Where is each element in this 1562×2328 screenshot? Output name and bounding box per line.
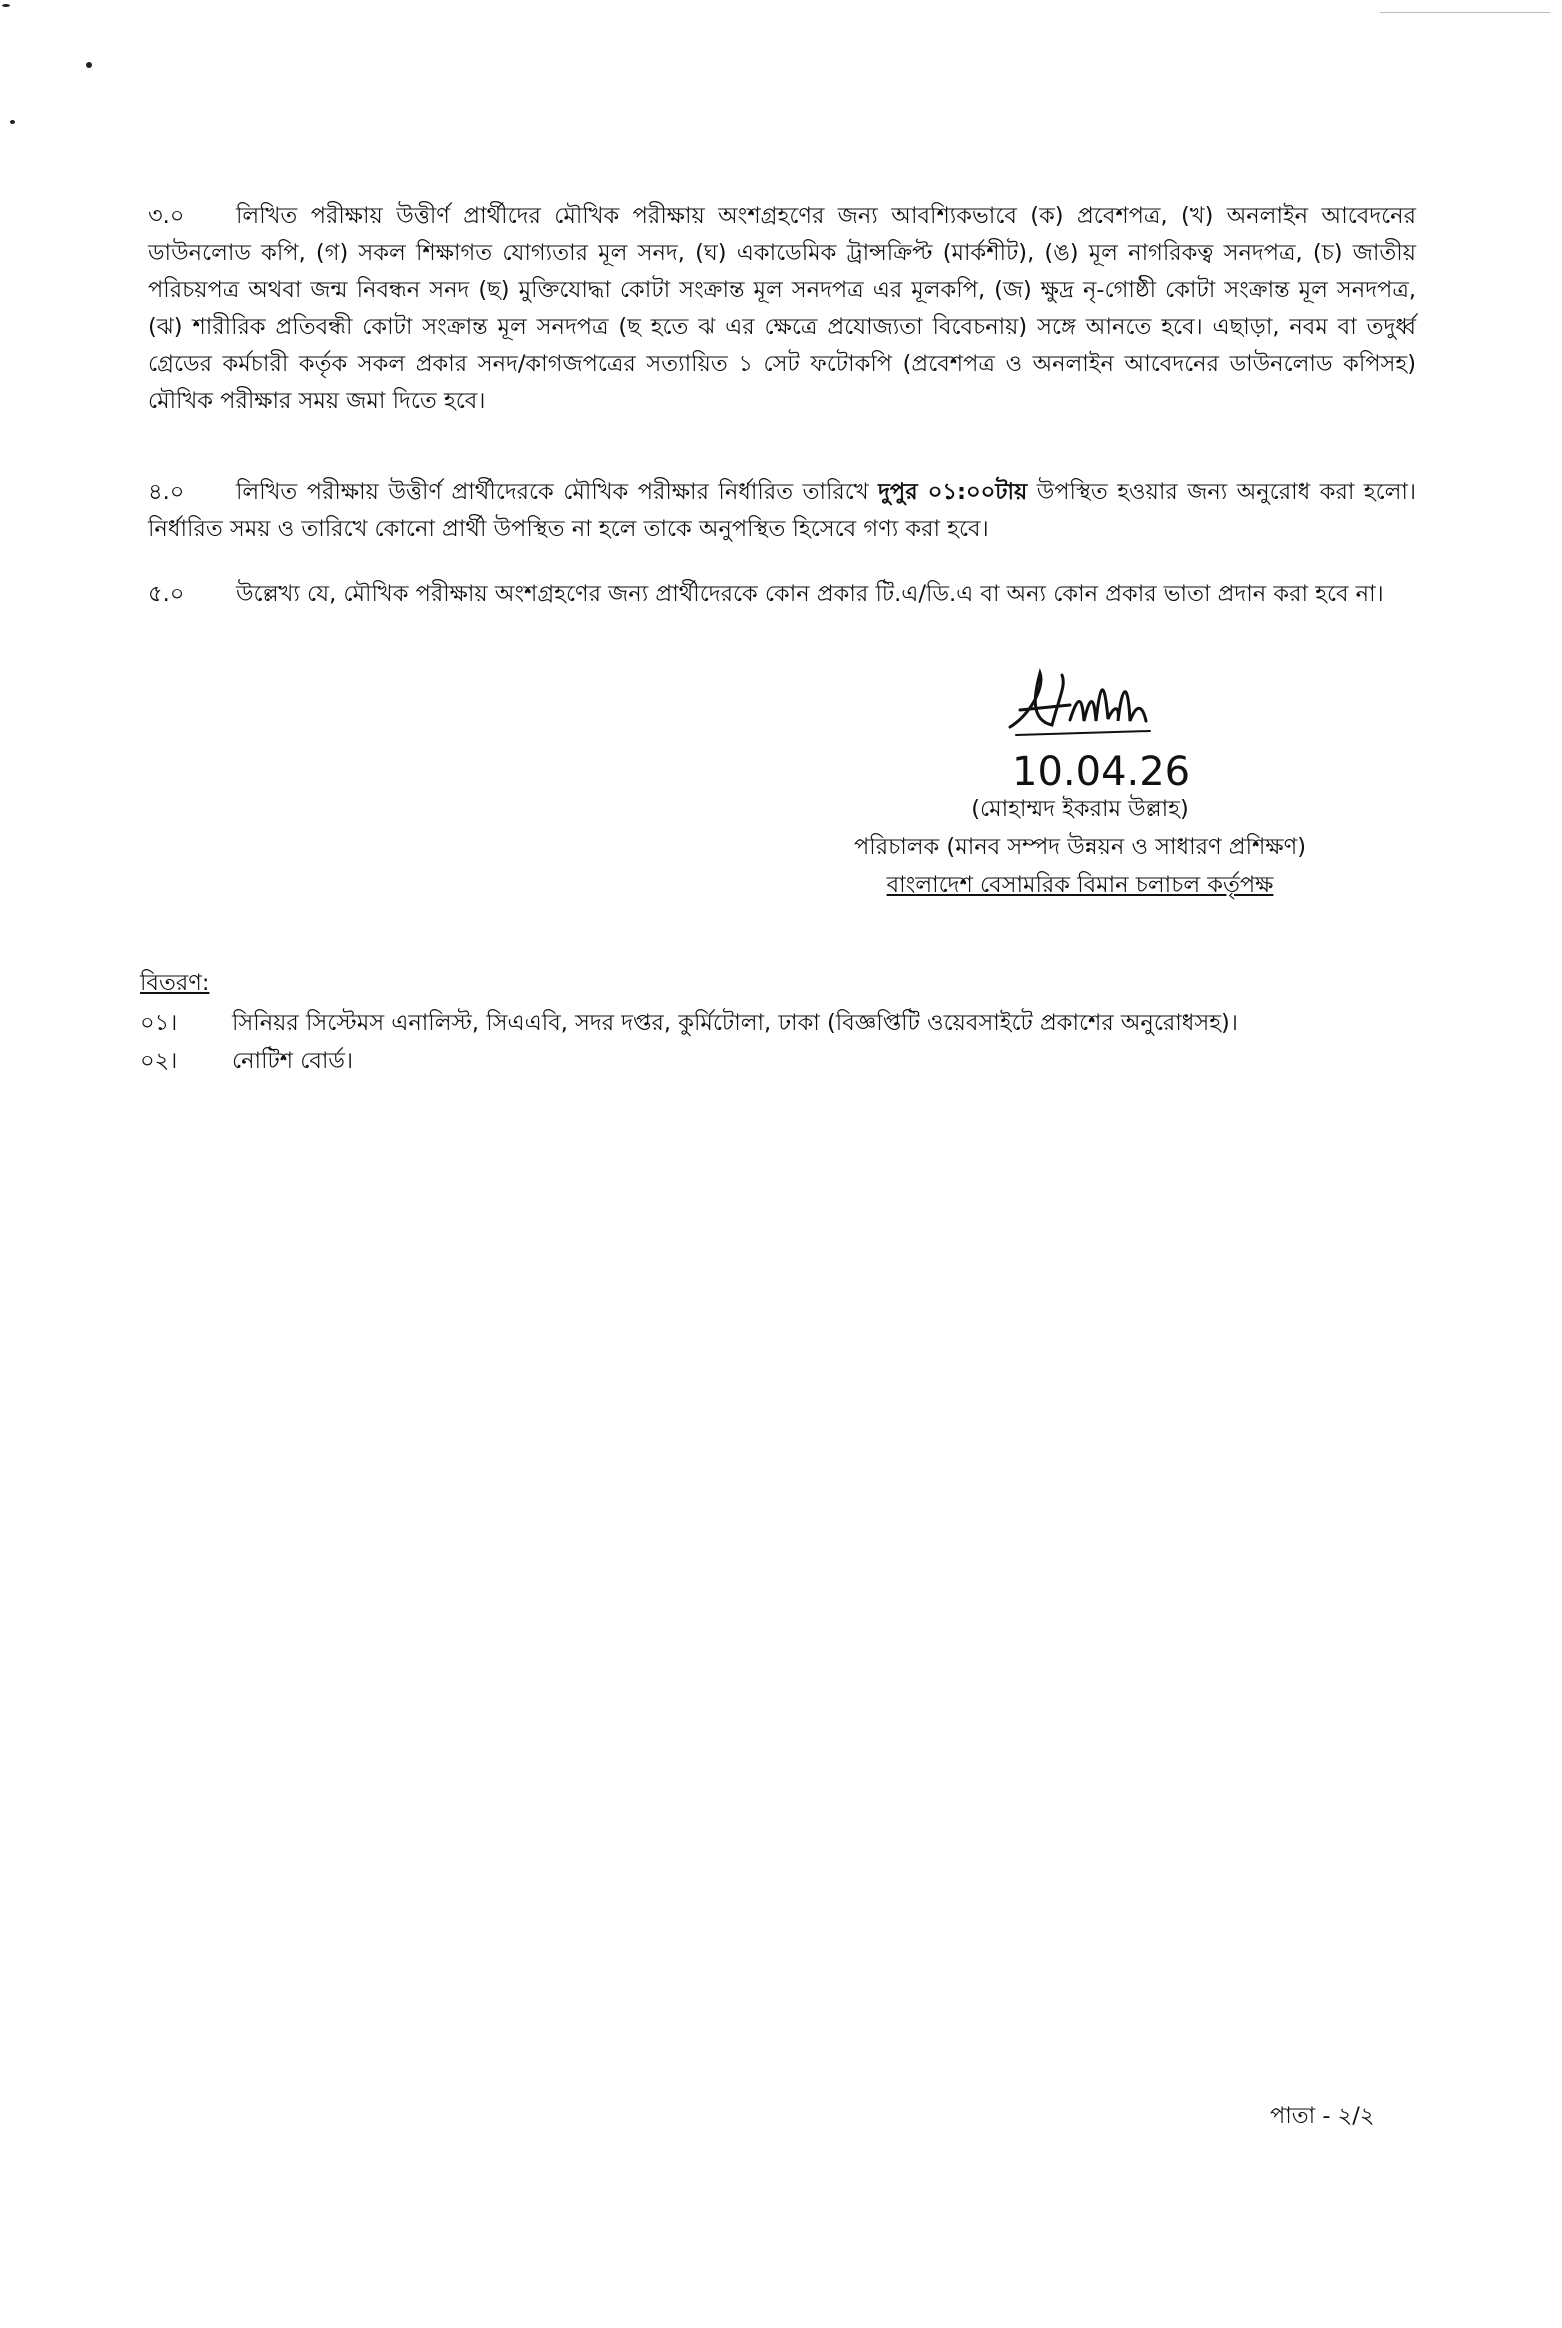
page-number: পাতা - ২/২ [1270,2103,1375,2129]
paragraph-number: ৫.০ [148,581,185,607]
paragraph-4 [148,474,1416,548]
distribution-item-number: ০১। [140,1010,178,1036]
scan-speck [86,62,92,68]
signatory-organization: বাংলাদেশ বেসামরিক বিমান চলাচল কর্তৃপক্ষ [886,872,1274,898]
handwritten-date: 10.04.26 [1012,749,1191,795]
paragraph-number: ৩.০ [148,203,185,229]
distribution-item [140,1005,1400,1041]
paragraph-text: উল্লেখ্য যে, মৌখিক পরীক্ষায় অংশগ্রহণের জন্য প্রার্থীদেরকে কোন প্রকার টি.এ/ডি.এ বা অন্য কোন প্রকার ভাতা প্রদান করা হবে না। [236,581,1384,607]
paragraph-text: লিখিত পরীক্ষায় উত্তীর্ণ প্রার্থীদের মৌখিক পরীক্ষায় অংশগ্রহণের জন্য আবশ্যিকভাবে (ক) প্রবেশপত্র, (খ) অনলাইন আবেদনের ডাউনলোড কপি, (গ) সকল শিক্ষাগত যোগ্যতার মূল সনদ, (ঘ) একাডেমিক ট্রান্সক্রিপ্ট (মার্কশীট), (ঙ) মূল নাগরিকত্ব সনদপত্র, (চ) জাতীয় পরিচয়পত্র অথবা জন্ম নিবন্ধন সনদ (ছ) মুক্তিযোদ্ধা কোটা সংক্রান্ত মূল সনদপত্র এর মূলকপি, (জ) ক্ষুদ্র নৃ-গোষ্ঠী কোটা সংক্রান্ত মূল সনদপত্র, (ঝ) শারীরিক প্রতিবন্ধী কোটা সংক্রান্ত মূল সনদপত্র (ছ হতে ঝ এর ক্ষেত্রে প্রযোজ্যতা বিবেচনায়) সঙ্গে আনতে হবে। এছাড়া, নবম বা তদুর্ধ্ব গ্রেডের কর্মচারী কর্তৃক সকল প্রকার সনদ/কাগজপত্রের সত্যায়িত ১ সেট ফটোকপি (প্রবেশপত্র ও অনলাইন আবেদনের ডাউনলোড কপিসহ) মৌখিক পরীক্ষার সময় জমা দিতে হবে। [148,203,1416,414]
paragraph-3 [148,198,1416,420]
scan-speck [2,4,10,7]
paragraph-text: লিখিত পরীক্ষায় উত্তীর্ণ প্রার্থীদেরকে মৌখিক পরীক্ষার নির্ধারিত তারিখে দুপুর ০১:০০টায় উপস্থিত হওয়ার জন্য অনুরোধ করা হলো। নির্ধারিত সময় ও তারিখে কোনো প্রার্থী উপস্থিত না হলে তাকে অনুপস্থিত হিসেবে গণ্য করা হবে। [148,479,1417,542]
distribution-item-number: ০২। [140,1048,178,1074]
scan-edge-line [1380,12,1550,13]
distribution-item-text: নোটিশ বোর্ড। [232,1048,354,1074]
distribution-item-text: সিনিয়র সিস্টেমস এনালিস্ট, সিএএবি, সদর দপ্তর, কুর্মিটোলা, ঢাকা (বিজ্ঞপ্তিটি ওয়েবসাইটে প্রকাশের অনুরোধসহ)। [232,1010,1238,1036]
signatory-designation: পরিচালক (মানব সম্পদ উন্নয়ন ও সাধারণ প্রশিক্ষণ) [854,834,1306,860]
emphasized-time: দুপুর ০১:০০টায় [878,479,1028,505]
paragraph-number: ৪.০ [148,479,185,505]
scan-speck [10,120,15,124]
handwritten-signature [1000,665,1260,805]
paragraph-5 [148,576,1416,613]
distribution-item [140,1043,1400,1079]
distribution-heading: বিতরণ: [140,970,210,996]
signature-block [820,790,1340,904]
signatory-name: (মোহাম্মদ ইকরাম উল্লাহ) [971,796,1189,822]
